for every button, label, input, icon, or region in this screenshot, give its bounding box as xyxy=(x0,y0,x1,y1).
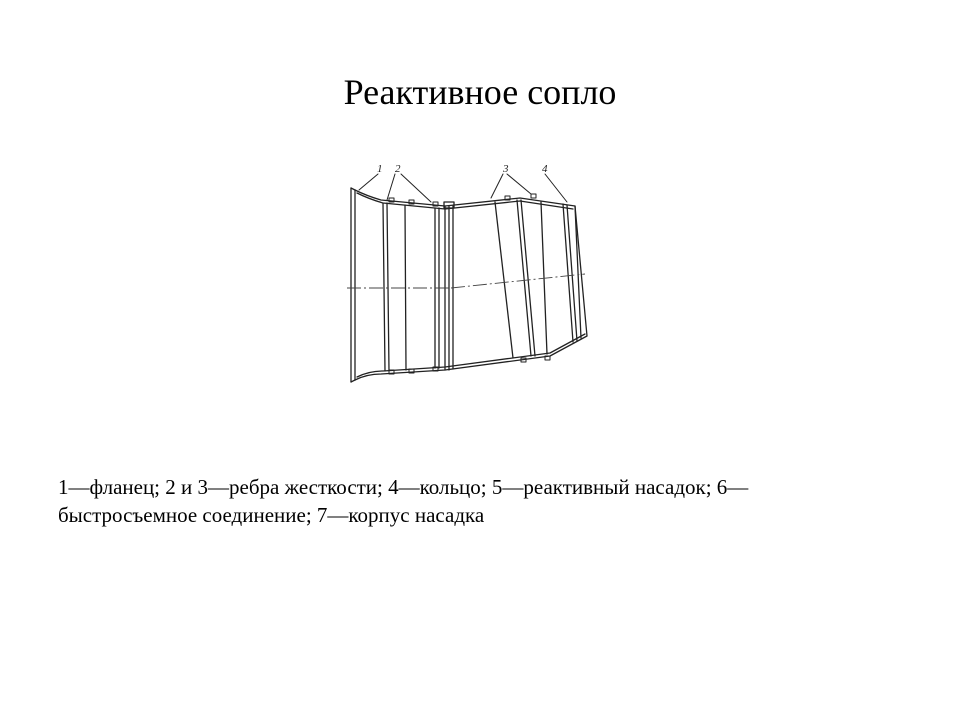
axis-lines xyxy=(347,274,585,288)
callout-2: 2 xyxy=(395,163,401,175)
nozzle-body-outline xyxy=(355,190,587,380)
nozzle-drawing xyxy=(345,160,595,390)
callout-1: 1 xyxy=(377,163,383,175)
figure-caption xyxy=(58,473,918,529)
slide-title: Реактивное сопло xyxy=(343,72,617,112)
ring xyxy=(563,204,581,342)
ribs-group-2 xyxy=(383,203,439,371)
flange xyxy=(351,188,355,382)
callout-4: 4 xyxy=(542,163,548,175)
callout-3: 3 xyxy=(503,163,509,175)
caption-line-2: быстросъемное соединение; 7—корпус насадка xyxy=(58,503,485,527)
joint-section xyxy=(444,202,454,370)
lugs xyxy=(389,194,550,374)
nozzle-drawing-svg xyxy=(345,160,595,390)
caption-line-1: 1—фланец; 2 и 3—ребра жесткости; 4—кольцо; 5—реактивный насадок; 6— xyxy=(58,475,749,499)
